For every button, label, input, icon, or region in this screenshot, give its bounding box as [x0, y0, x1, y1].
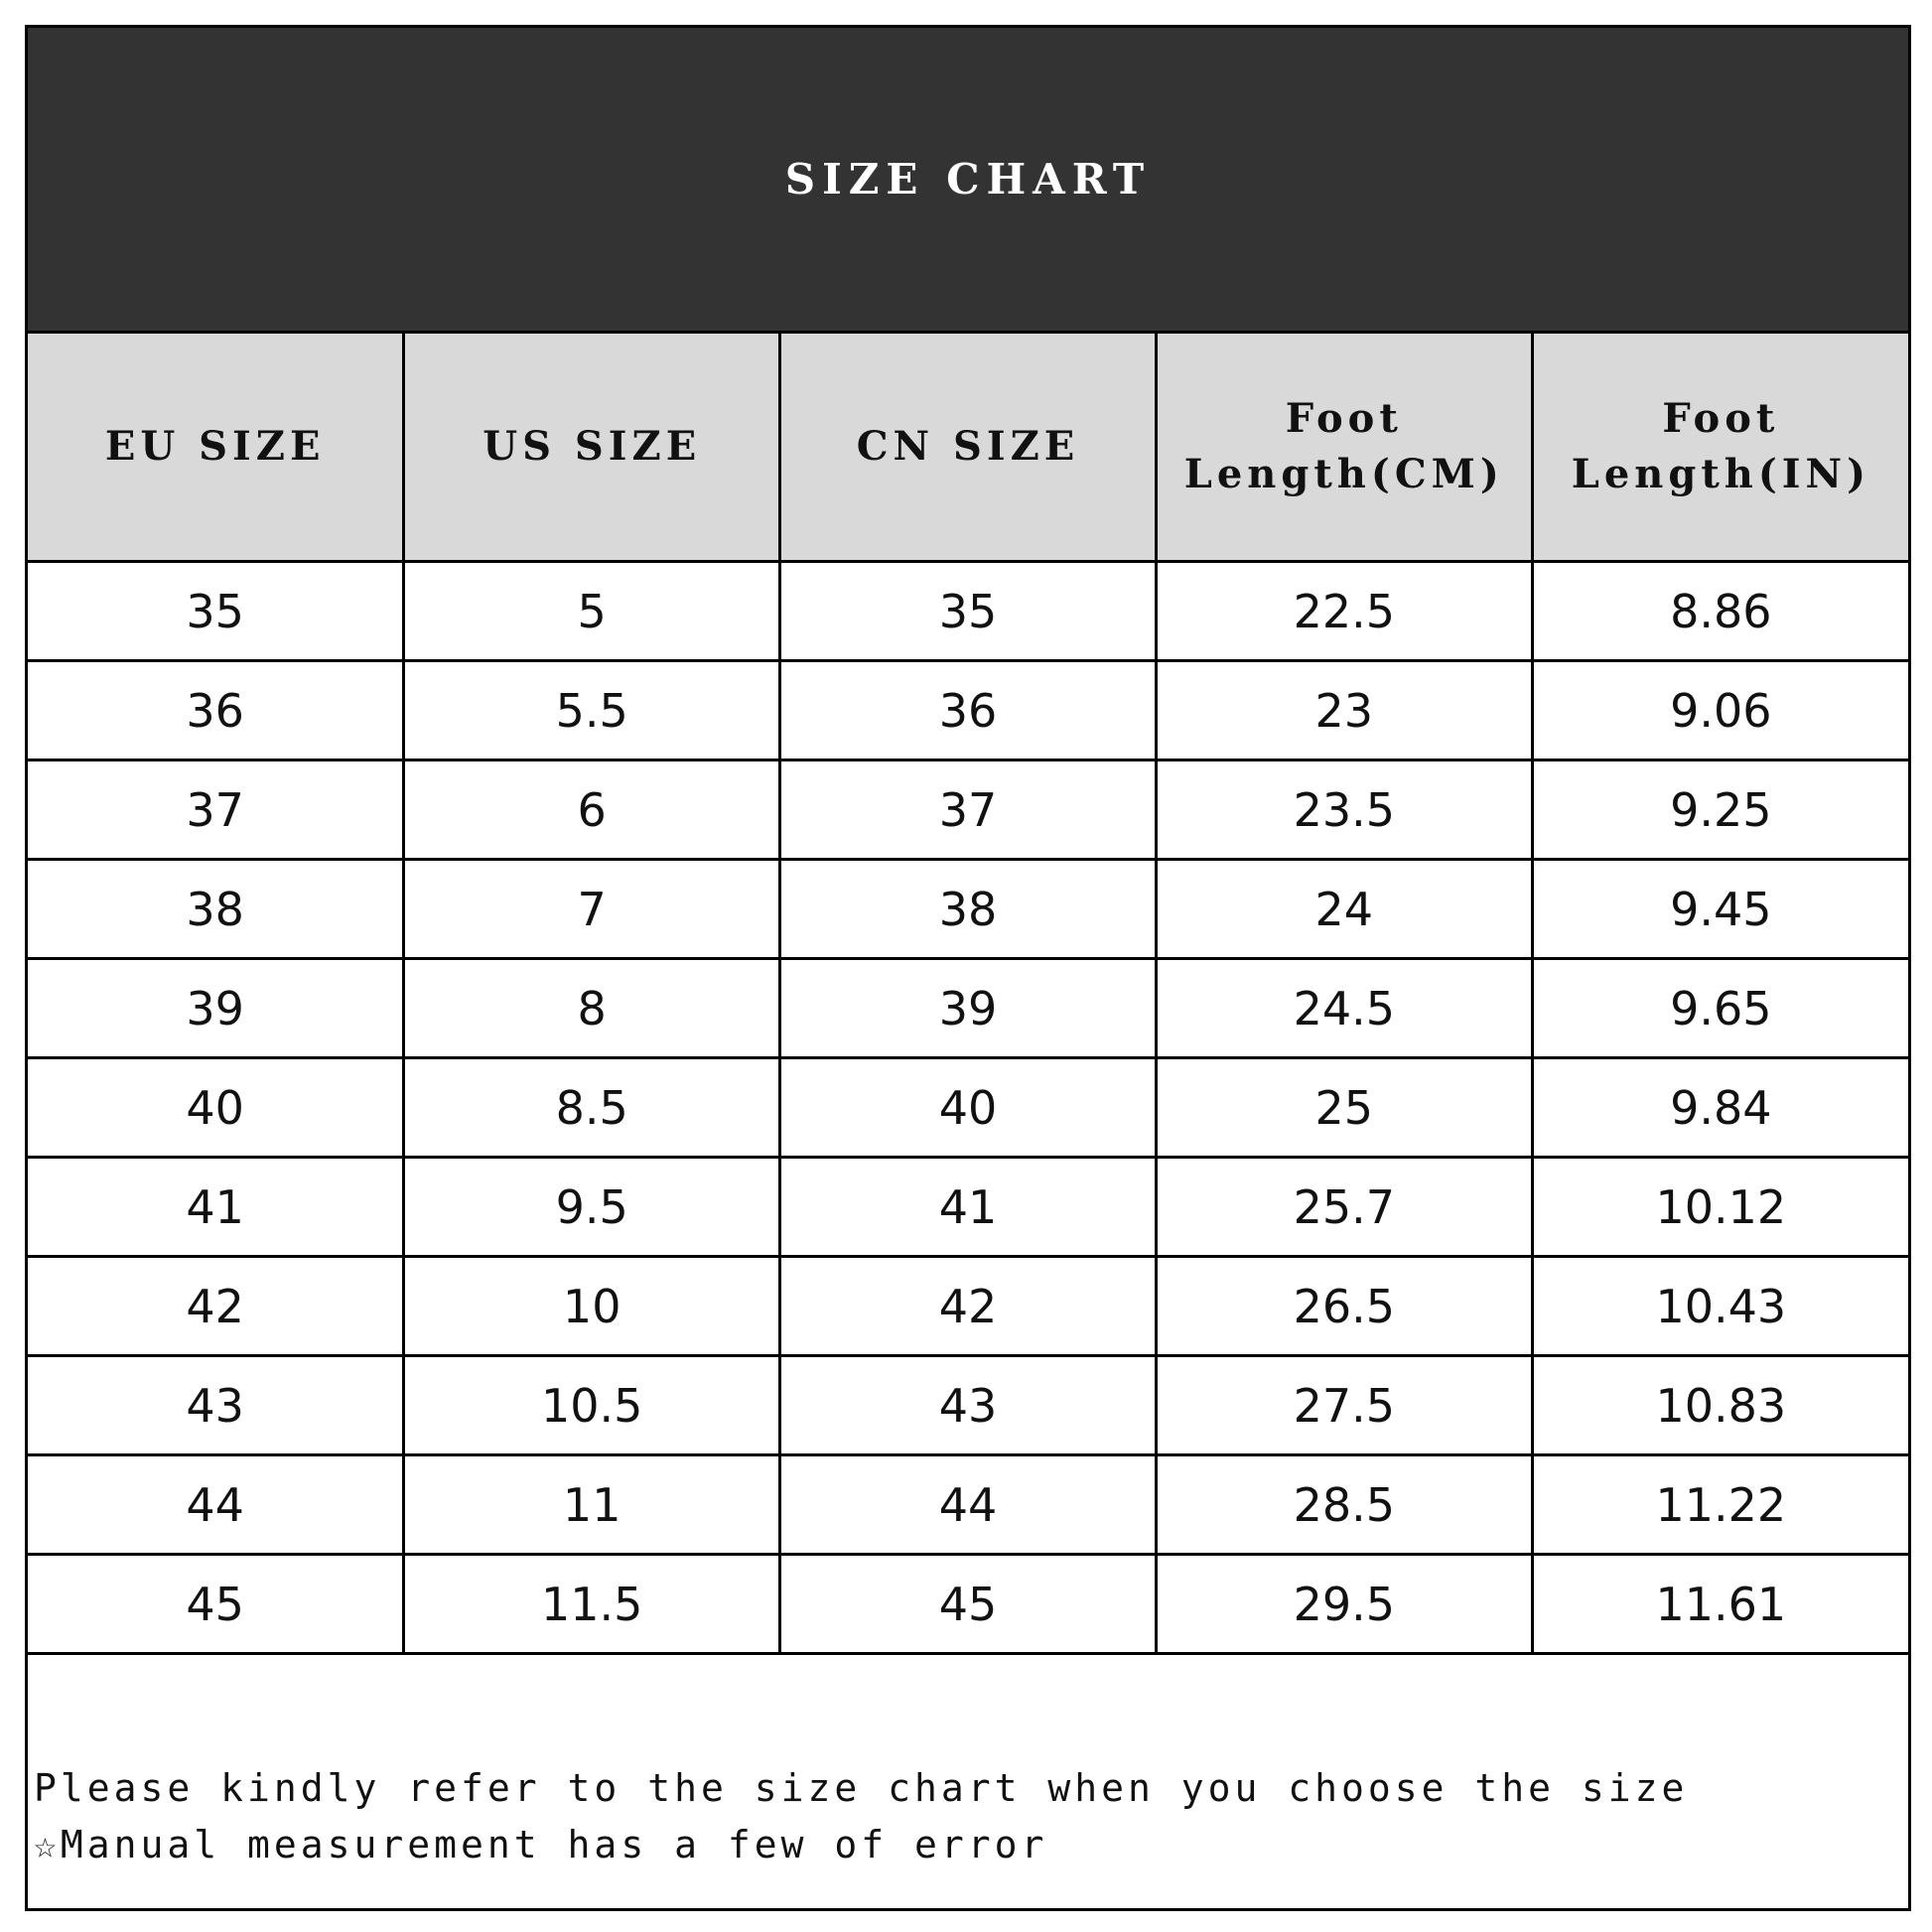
cn-size-cell: 42 — [780, 1257, 1157, 1356]
note-line-measurement: ☆Manual measurement has a few of error — [34, 1823, 1048, 1866]
chart-title: SIZE CHART — [784, 155, 1152, 204]
header-label-line2: Length(CM) — [1183, 451, 1504, 497]
eu-size-cell: 42 — [28, 1257, 404, 1356]
foot-length-cm-cell: 22.5 — [1156, 562, 1532, 661]
table-row — [28, 760, 1908, 860]
cn-size-cell: 38 — [780, 860, 1157, 959]
foot-length-in-cell: 9.06 — [1532, 661, 1908, 760]
size-table — [28, 334, 1908, 1655]
note-line-refer: Please kindly refer to the size chart when you choose the size — [34, 1766, 1689, 1810]
foot-length-cm-cell: 27.5 — [1156, 1356, 1532, 1455]
header-label: EU SIZE — [104, 423, 326, 470]
cn-size-cell: 39 — [780, 959, 1157, 1058]
table-body — [28, 562, 1908, 1654]
table-row — [28, 959, 1908, 1058]
foot-length-cm-cell: 26.5 — [1156, 1257, 1532, 1356]
foot-length-cm-cell: 29.5 — [1156, 1555, 1532, 1654]
header-label: CN SIZE — [856, 423, 1080, 470]
cn-size-cell: 37 — [780, 760, 1157, 860]
table-row — [28, 1058, 1908, 1158]
header-row — [28, 334, 1908, 562]
table-row — [28, 1455, 1908, 1555]
foot-length-cm-cell: 28.5 — [1156, 1455, 1532, 1555]
table-row — [28, 860, 1908, 959]
eu-size-cell: 35 — [28, 562, 404, 661]
header-us-size — [404, 334, 780, 562]
us-size-cell: 10.5 — [404, 1356, 780, 1455]
cn-size-cell: 36 — [780, 661, 1157, 760]
table-row — [28, 1158, 1908, 1257]
foot-length-cm-cell: 25 — [1156, 1058, 1532, 1158]
title-bar — [28, 28, 1908, 334]
eu-size-cell: 39 — [28, 959, 404, 1058]
table-row — [28, 1257, 1908, 1356]
foot-length-in-cell: 11.22 — [1532, 1455, 1908, 1555]
eu-size-cell: 40 — [28, 1058, 404, 1158]
foot-length-in-cell: 10.12 — [1532, 1158, 1908, 1257]
eu-size-cell: 44 — [28, 1455, 404, 1555]
foot-length-in-cell: 8.86 — [1532, 562, 1908, 661]
eu-size-cell: 36 — [28, 661, 404, 760]
foot-length-in-cell: 9.65 — [1532, 959, 1908, 1058]
us-size-cell: 8 — [404, 959, 780, 1058]
us-size-cell: 5 — [404, 562, 780, 661]
cn-size-cell: 41 — [780, 1158, 1157, 1257]
header-label: Foot — [1285, 395, 1403, 442]
header-label: Foot — [1662, 395, 1780, 442]
header-eu-size — [28, 334, 404, 562]
size-note — [34, 1760, 1900, 1873]
header-label-line2: Length(IN) — [1571, 451, 1870, 497]
header-foot-length-in — [1532, 334, 1908, 562]
eu-size-cell: 43 — [28, 1356, 404, 1455]
foot-length-in-cell: 10.43 — [1532, 1257, 1908, 1356]
foot-length-in-cell: 9.25 — [1532, 760, 1908, 860]
foot-length-cm-cell: 23 — [1156, 661, 1532, 760]
cn-size-cell: 40 — [780, 1058, 1157, 1158]
us-size-cell: 5.5 — [404, 661, 780, 760]
cn-size-cell: 35 — [780, 562, 1157, 661]
foot-length-in-cell: 9.84 — [1532, 1058, 1908, 1158]
cn-size-cell: 43 — [780, 1356, 1157, 1455]
foot-length-in-cell: 11.61 — [1532, 1555, 1908, 1654]
foot-length-in-cell: 9.45 — [1532, 860, 1908, 959]
us-size-cell: 11.5 — [404, 1555, 780, 1654]
us-size-cell: 11 — [404, 1455, 780, 1555]
header-label: US SIZE — [483, 423, 702, 470]
table-row — [28, 661, 1908, 760]
table-row — [28, 1356, 1908, 1455]
table-row — [28, 1555, 1908, 1654]
eu-size-cell: 38 — [28, 860, 404, 959]
cn-size-cell: 45 — [780, 1555, 1157, 1654]
us-size-cell: 8.5 — [404, 1058, 780, 1158]
table-row — [28, 562, 1908, 661]
header-cn-size — [780, 334, 1157, 562]
foot-length-cm-cell: 23.5 — [1156, 760, 1532, 860]
size-chart-frame — [25, 25, 1911, 1911]
us-size-cell: 6 — [404, 760, 780, 860]
header-foot-length-cm — [1156, 334, 1532, 562]
eu-size-cell: 41 — [28, 1158, 404, 1257]
foot-length-in-cell: 10.83 — [1532, 1356, 1908, 1455]
foot-length-cm-cell: 25.7 — [1156, 1158, 1532, 1257]
foot-length-cm-cell: 24 — [1156, 860, 1532, 959]
us-size-cell: 10 — [404, 1257, 780, 1356]
us-size-cell: 9.5 — [404, 1158, 780, 1257]
us-size-cell: 7 — [404, 860, 780, 959]
eu-size-cell: 37 — [28, 760, 404, 860]
eu-size-cell: 45 — [28, 1555, 404, 1654]
cn-size-cell: 44 — [780, 1455, 1157, 1555]
foot-length-cm-cell: 24.5 — [1156, 959, 1532, 1058]
